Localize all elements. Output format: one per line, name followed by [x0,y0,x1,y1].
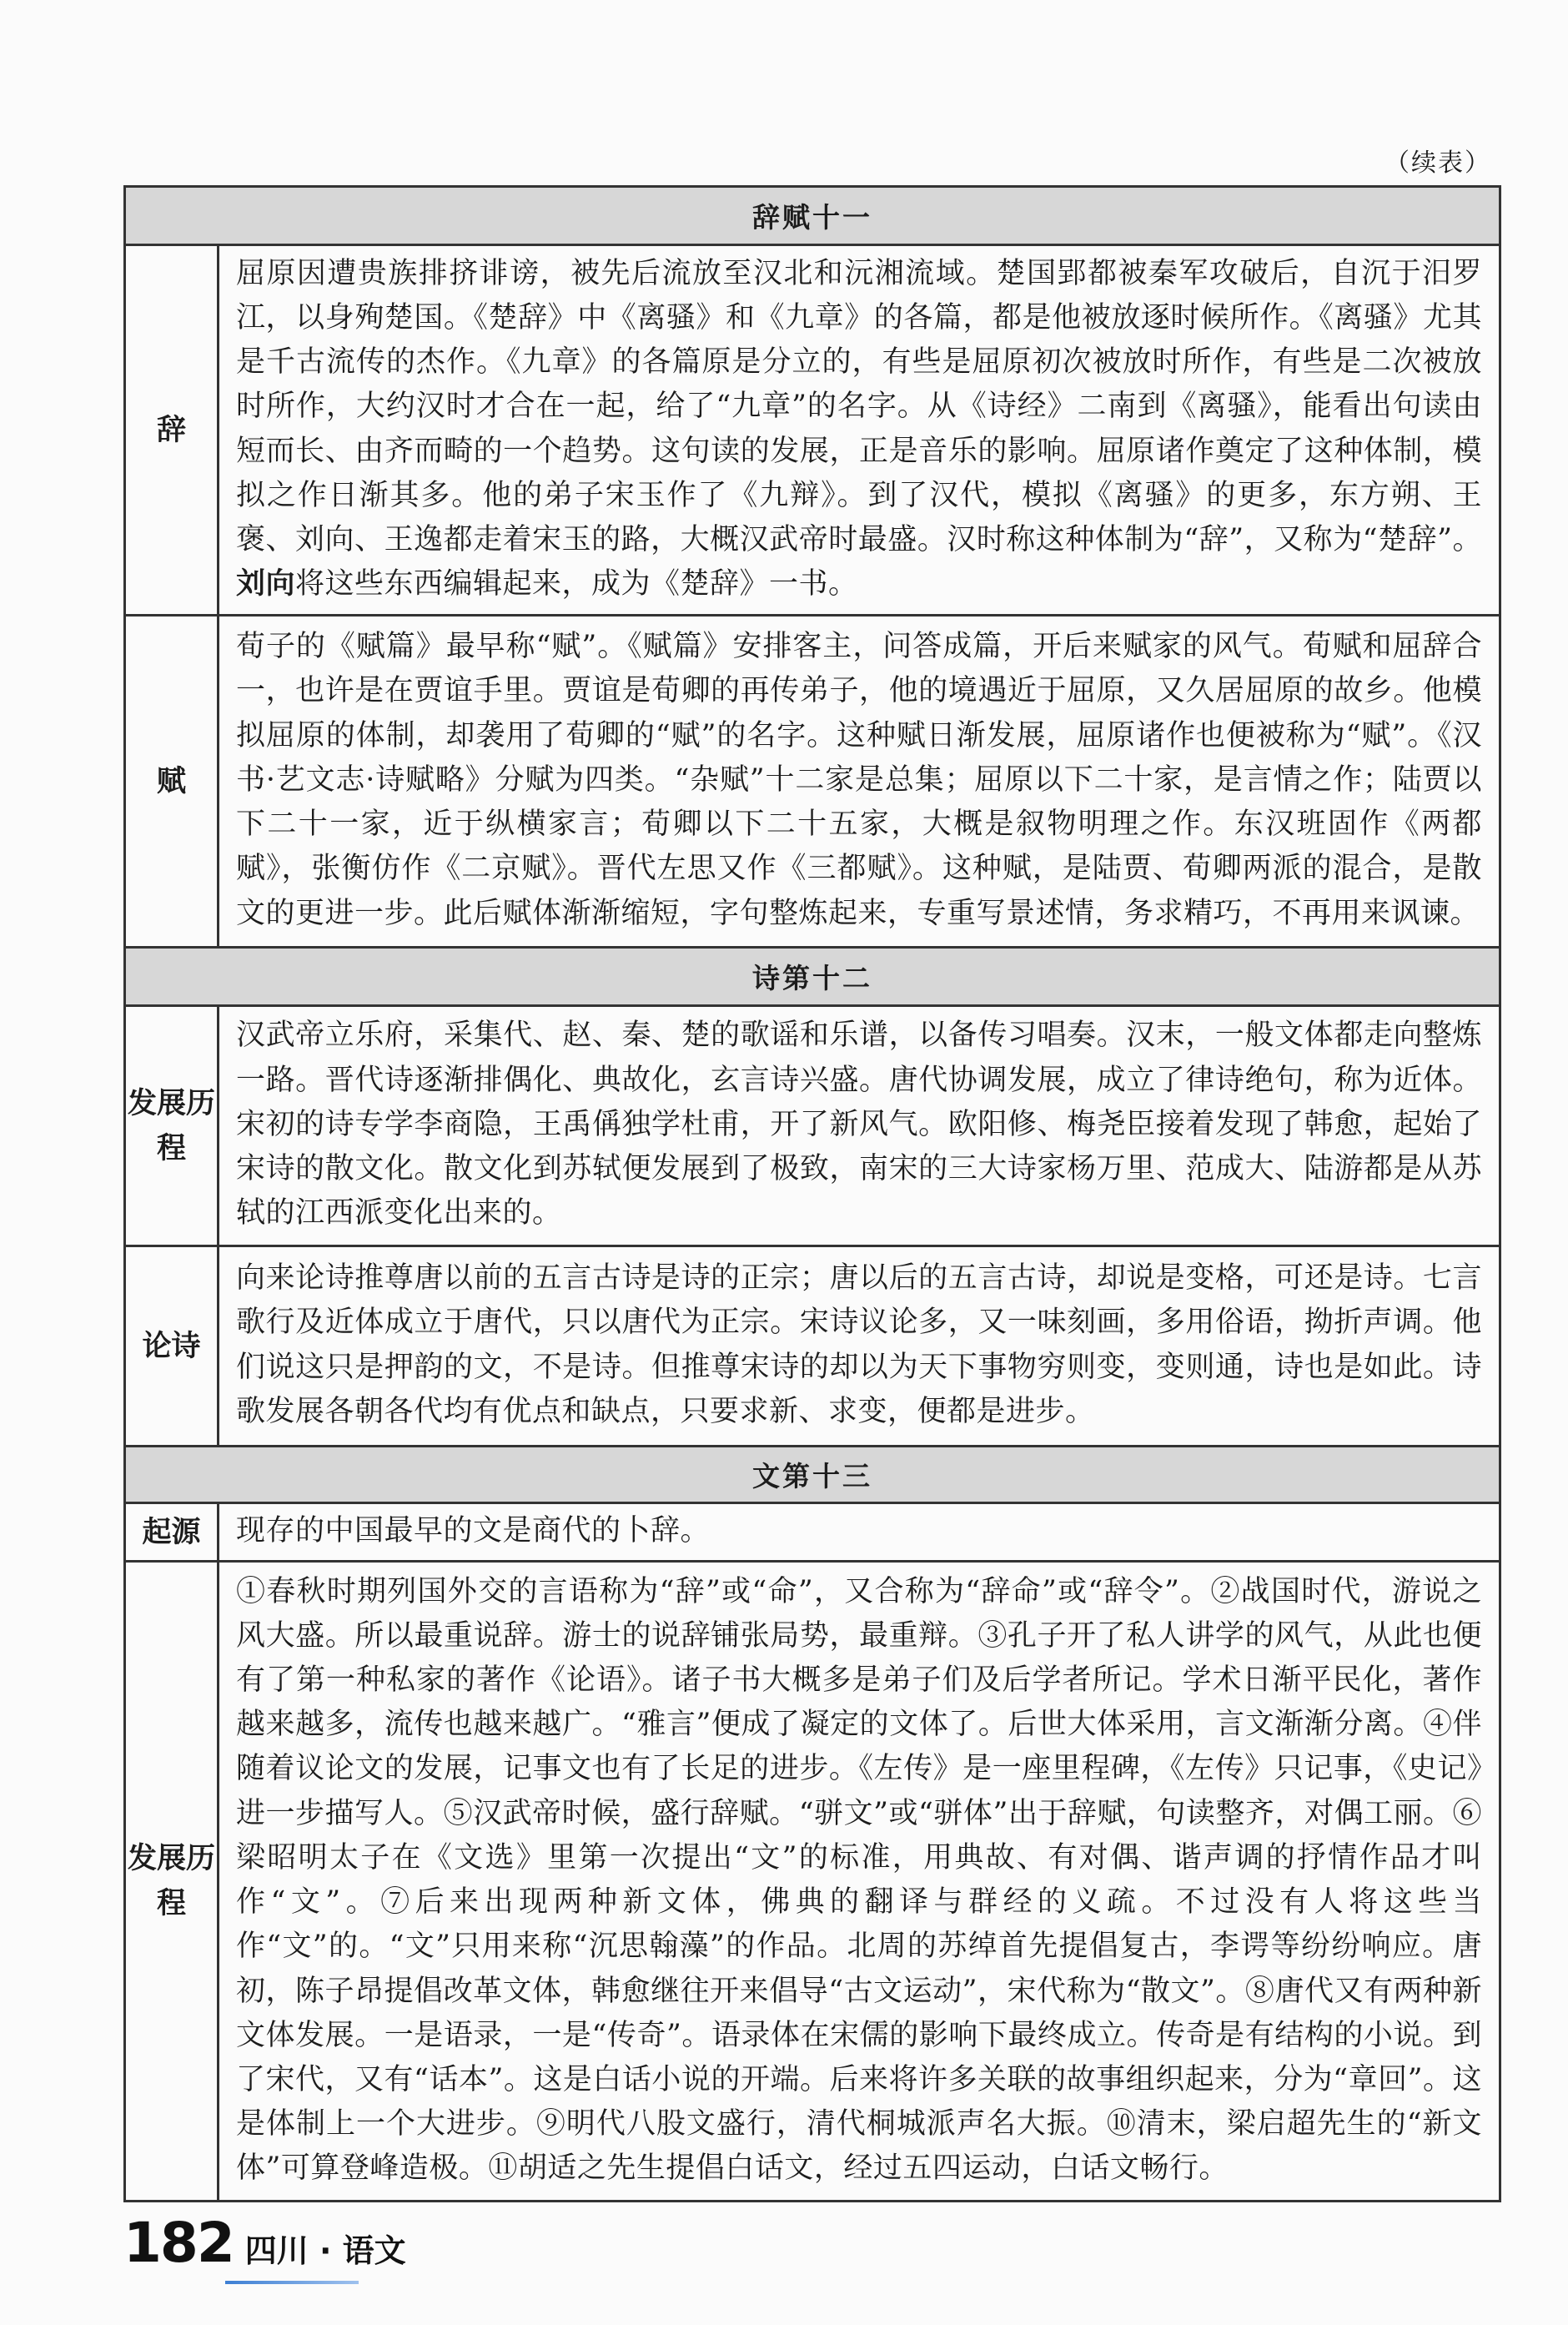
row-text-lunshi: 向来论诗推尊唐以前的五言古诗是诗的正宗；唐以后的五言古诗，却说是变格，可还是诗。七言歌行及近体成立于唐代，只以唐代为正宗。宋诗议论多，又一味刻画，多用俗语，拗折声调。他们说这只是押韵的文，不是诗。但推尊宋诗的却以为天下事物穷则变，变则通，诗也是如此。诗歌发展各朝各代均有优点和缺点，只要求新、求变，便都是进步。 [219,1246,1500,1447]
section-title-shi: 诗第十二 [125,948,1500,1006]
ci-text-part1: 屈原因遭贵族排挤诽谤，被先后流放至汉北和沅湘流域。楚国郢都被秦军攻破后，自沉于汨罗江，以身殉楚国。《楚辞》中《离骚》和《九章》的各篇，都是他被放逐时候所作。《离骚》尤其是千古流传的杰作。《九章》的各篇原是分立的，有些是屈原初次被放时所作，有些是二次被放时所作，大约汉时才合在一起，给了“九章”的名字。从《诗经》二南到《离骚》，能看出句读由短而长、由齐而畸的一个趋势。这句读的发展，正是音乐的影响。屈原诸作奠定了这种体制，模拟之作日渐其多。他的弟子宋玉作了《九辩》。到了汉代，模拟《离骚》的更多，东方朔、王褒、刘向、王逸都走着宋玉的路，大概汉武帝时最盛。汉时称这种体制为“辞”，又称为“楚辞”。 [236,256,1482,556]
row-label-lunshi: 论诗 [125,1246,219,1447]
row-text-origin: 现存的中国最早的文是商代的卜辞。 [219,1503,1500,1562]
row-label-wen-history: 发展历程 [125,1562,219,2202]
footer-accent-line [225,2281,359,2284]
row-label-ci: 辞 [125,245,219,616]
literature-table [123,185,1501,2202]
row-label-fu: 赋 [125,616,219,948]
row-text-fu: 荀子的《赋篇》最早称“赋”。《赋篇》安排客主，问答成篇，开后来赋家的风气。荀赋和屈辞合一，也许是在贾谊手里。贾谊是荀卿的再传弟子，他的境遇近于屈原，又久居屈原的故乡。他模拟屈原的体制，却袭用了荀卿的“赋”的名字。这种赋日渐发展，屈原诸作也便被称为“赋”。《汉书·艺文志·诗赋略》分赋为四类。“杂赋”十二家是总集；屈原以下二十家，是言情之作；陆贾以下二十一家，近于纵横家言；荀卿以下二十五家，大概是叙物明理之作。东汉班固作《两都赋》，张衡仿作《二京赋》。晋代左思又作《三都赋》。这种赋，是陆贾、荀卿两派的混合，是散文的更进一步。此后赋体渐渐缩短，字句整炼起来，专重写景述情，务求精巧，不再用来讽谏。 [219,616,1500,948]
row-text-shi-history: 汉武帝立乐府，采集代、赵、秦、楚的歌谣和乐谱，以备传习唱奏。汉末，一般文体都走向整炼一路。晋代诗逐渐排偶化、典故化，玄言诗兴盛。唐代协调发展，成立了律诗绝句，称为近体。宋初的诗专学李商隐，王禹偁独学杜甫，开了新风气。欧阳修、梅尧臣接着发现了韩愈，起始了宋诗的散文化。散文化到苏轼便发展到了极致，南宋的三大诗家杨万里、范成大、陆游都是从苏轼的江西派变化出来的。 [219,1006,1500,1246]
ci-text-bold: 刘向 [236,567,296,601]
continued-label: （续表） [1385,148,1491,178]
ci-text-part2: 将这些东西编辑起来，成为《楚辞》一书。 [295,567,858,601]
row-label-origin: 起源 [125,1503,219,1562]
section-title-wen: 文第十三 [125,1447,1500,1503]
row-text-ci [219,245,1500,616]
page-number: 182 [123,2211,234,2275]
page-footer [123,2211,406,2275]
row-label-shi-history: 发展历程 [125,1006,219,1246]
section-title-cifu: 辞赋十一 [125,187,1500,245]
book-label: 四川 · 语文 [244,2232,406,2269]
row-text-wen-history: ①春秋时期列国外交的言语称为“辞”或“命”，又合称为“辞命”或“辞令”。②战国时代，游说之风大盛。所以最重说辞。游士的说辞铺张局势，最重辩。③孔子开了私人讲学的风气，从此也便有了第一种私家的著作《论语》。诸子书大概多是弟子们及后学者所记。学术日渐平民化，著作越来越多，流传也越来越广。“雅言”便成了凝定的文体了。后世大体采用，言文渐渐分离。④伴随着议论文的发展，记事文也有了长足的进步。《左传》是一座里程碑，《左传》只记事，《史记》进一步描写人。⑤汉武帝时候，盛行辞赋。“骈文”或“骈体”出于辞赋，句读整齐，对偶工丽。⑥梁昭明太子在《文选》里第一次提出“文”的标准，用典故、有对偶、谐声调的抒情作品才叫作“文”。⑦后来出现两种新文体，佛典的翻译与群经的义疏。不过没有人将这些当作“文”的。“文”只用来称“沉思翰藻”的作品。北周的苏绰首先提倡复古，李谔等纷纷响应。唐初，陈子昂提倡改革文体，韩愈继往开来倡导“古文运动”，宋代称为“散文”。⑧唐代又有两种新文体发展。一是语录，一是“传奇”。语录体在宋儒的影响下最终成立。传奇是有结构的小说。到了宋代，又有“话本”。这是白话小说的开端。后来将许多关联的故事组织起来，分为“章回”。这是体制上一个大进步。⑨明代八股文盛行，清代桐城派声名大振。⑩清末，梁启超先生的“新文体”可算登峰造极。⑪胡适之先生提倡白话文，经过五四运动，白话文畅行。 [219,1562,1500,2202]
